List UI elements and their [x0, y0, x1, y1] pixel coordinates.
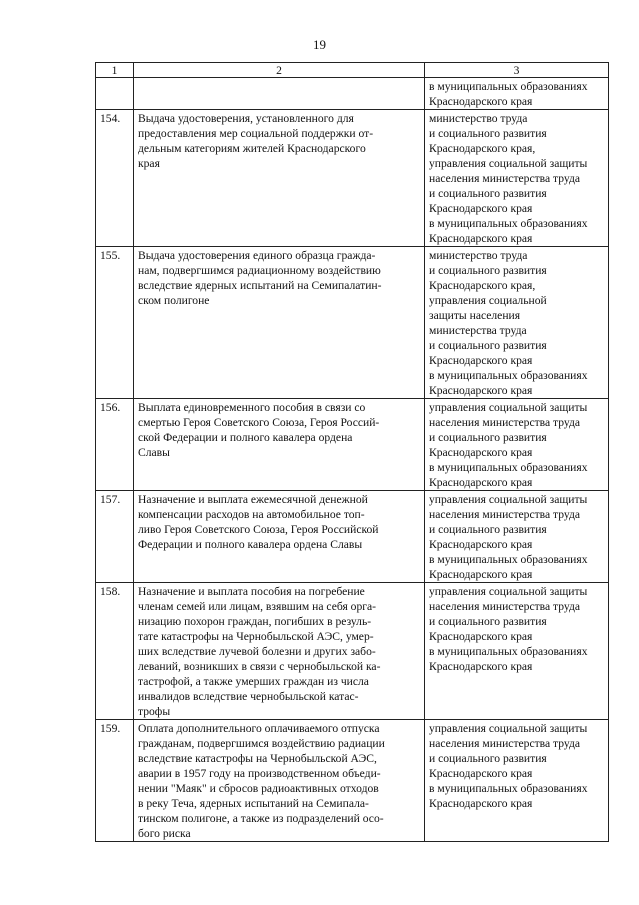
- department-line: министерство труда: [429, 112, 528, 125]
- department-line: населения министерства труда: [429, 172, 581, 185]
- description-line: членам семей или лицам, взявшим на себя орга-: [138, 600, 377, 613]
- department-line: и социального развития: [429, 752, 547, 765]
- description-line: Славы: [138, 446, 170, 459]
- department-line: населения министерства труда: [429, 508, 581, 521]
- department-line: и социального развития: [429, 127, 547, 140]
- department-line: Краснодарского края: [429, 660, 533, 673]
- description-line: трофы: [138, 705, 171, 718]
- description-line: нам, подвергшимся радиационному воздействию: [138, 264, 381, 277]
- table-row: [96, 491, 609, 583]
- department-line: Краснодарского края: [429, 95, 533, 108]
- table-row: [96, 110, 609, 247]
- row-description: [134, 399, 425, 491]
- department-line: Краснодарского края: [429, 538, 533, 551]
- row-department: [425, 720, 609, 842]
- department-line: и социального развития: [429, 431, 547, 444]
- row-number: 159.: [96, 720, 134, 842]
- department-line: в муниципальных образованиях: [429, 461, 588, 474]
- row-department: [425, 247, 609, 399]
- description-line: предоставления мер социальной поддержки от-: [138, 127, 374, 140]
- description-line: тате катастрофы на Чернобыльской АЭС, умер-: [138, 630, 374, 643]
- description-line: вследствие катастрофы на Чернобыльской АЭС,: [138, 752, 377, 765]
- description-line: леваний, возникших в связи с чернобыльской ка-: [138, 660, 381, 673]
- department-line: министерства труда: [429, 324, 527, 337]
- services-table: [95, 62, 609, 842]
- table-row: [96, 247, 609, 399]
- table-row: [96, 583, 609, 720]
- row-department: [425, 110, 609, 247]
- description-line: Федерации и полного кавалера ордена Славы: [138, 538, 363, 551]
- description-line: вследствие ядерных испытаний на Семипалатин-: [138, 279, 382, 292]
- table-row: [96, 399, 609, 491]
- description-line: Выплата единовременного пособия в связи со: [138, 401, 366, 414]
- department-line: в муниципальных образованиях: [429, 217, 588, 230]
- row-department: [425, 78, 609, 110]
- row-department: [425, 399, 609, 491]
- row-description: [134, 491, 425, 583]
- row-number: 157.: [96, 491, 134, 583]
- row-department: [425, 491, 609, 583]
- department-line: в муниципальных образованиях: [429, 369, 588, 382]
- row-number: 154.: [96, 110, 134, 247]
- description-line: смертью Героя Советского Союза, Героя Россий-: [138, 416, 380, 429]
- description-line: ливо Героя Советского Союза, Героя Российской: [138, 523, 379, 536]
- row-description: [134, 247, 425, 399]
- department-line: Краснодарского края: [429, 384, 533, 397]
- department-line: управления социальной защиты: [429, 722, 588, 735]
- department-line: и социального развития: [429, 615, 547, 628]
- department-line: Краснодарского края: [429, 767, 533, 780]
- description-line: Выдача удостоверения единого образца гражда-: [138, 249, 376, 262]
- row-description: [134, 583, 425, 720]
- row-department: [425, 583, 609, 720]
- department-line: Краснодарского края: [429, 476, 533, 489]
- description-line: Оплата дополнительного оплачиваемого отпуска: [138, 722, 380, 735]
- department-line: и социального развития: [429, 187, 547, 200]
- department-line: Краснодарского края,: [429, 142, 536, 155]
- table-row: [96, 720, 609, 842]
- department-line: в муниципальных образованиях: [429, 782, 588, 795]
- department-line: в муниципальных образованиях: [429, 80, 588, 93]
- description-line: тинском полигоне, а также из подразделений осо-: [138, 812, 384, 825]
- department-line: Краснодарского края: [429, 797, 533, 810]
- page-number: 19: [313, 37, 326, 52]
- row-number: 156.: [96, 399, 134, 491]
- row-description: [134, 110, 425, 247]
- department-line: Краснодарского края: [429, 232, 533, 245]
- department-line: и социального развития: [429, 339, 547, 352]
- table-body: [96, 78, 609, 842]
- description-line: компенсации расходов на автомобильное топ-: [138, 508, 365, 521]
- department-line: Краснодарского края: [429, 354, 533, 367]
- description-line: гражданам, подвергшимся воздействию радиации: [138, 737, 385, 750]
- row-number: [96, 78, 134, 110]
- department-line: Краснодарского края: [429, 630, 533, 643]
- description-line: ской Федерации и полного кавалера ордена: [138, 431, 353, 444]
- table-header-row: [96, 63, 609, 78]
- department-line: населения министерства труда: [429, 737, 581, 750]
- department-line: Краснодарского края: [429, 568, 533, 581]
- description-line: бого риска: [138, 827, 191, 840]
- department-line: управления социальной защиты: [429, 157, 588, 170]
- department-line: министерство труда: [429, 249, 528, 262]
- department-line: управления социальной: [429, 294, 547, 307]
- row-number: 158.: [96, 583, 134, 720]
- column-header-2: 2: [134, 63, 425, 78]
- description-line: Назначение и выплата пособия на погребение: [138, 585, 365, 598]
- department-line: в муниципальных образованиях: [429, 553, 588, 566]
- department-line: Краснодарского края: [429, 446, 533, 459]
- description-line: ших вследствие лучевой болезни и других забо-: [138, 645, 376, 658]
- department-line: населения министерства труда: [429, 600, 581, 613]
- department-line: в муниципальных образованиях: [429, 645, 588, 658]
- description-line: низацию похорон граждан, погибших в резуль-: [138, 615, 372, 628]
- department-line: и социального развития: [429, 264, 547, 277]
- department-line: Краснодарского края,: [429, 279, 536, 292]
- department-line: населения министерства труда: [429, 416, 581, 429]
- department-line: управления социальной защиты: [429, 401, 588, 414]
- column-header-1: 1: [96, 63, 134, 78]
- description-line: Назначение и выплата ежемесячной денежной: [138, 493, 368, 506]
- description-line: аварии в 1957 году на производственном объеди-: [138, 767, 381, 780]
- description-line: Выдача удостоверения, установленного для: [138, 112, 354, 125]
- row-number: 155.: [96, 247, 134, 399]
- department-line: Краснодарского края: [429, 202, 533, 215]
- description-line: нении "Маяк" и сбросов радиоактивных отходов: [138, 782, 379, 795]
- department-line: управления социальной защиты: [429, 585, 588, 598]
- description-line: края: [138, 157, 160, 170]
- description-line: тастрофой, а также умерших граждан из числа: [138, 675, 369, 688]
- column-header-3: 3: [425, 63, 609, 78]
- description-line: дельным категориям жителей Краснодарского: [138, 142, 366, 155]
- department-line: и социального развития: [429, 523, 547, 536]
- table-row-continuation: [96, 78, 609, 110]
- department-line: управления социальной защиты: [429, 493, 588, 506]
- row-description: [134, 720, 425, 842]
- description-line: ском полигоне: [138, 294, 210, 307]
- row-description: [134, 78, 425, 110]
- description-line: инвалидов вследствие чернобыльской катас-: [138, 690, 359, 703]
- description-line: в реку Теча, ядерных испытаний на Семипала-: [138, 797, 369, 810]
- department-line: защиты населения: [429, 309, 521, 322]
